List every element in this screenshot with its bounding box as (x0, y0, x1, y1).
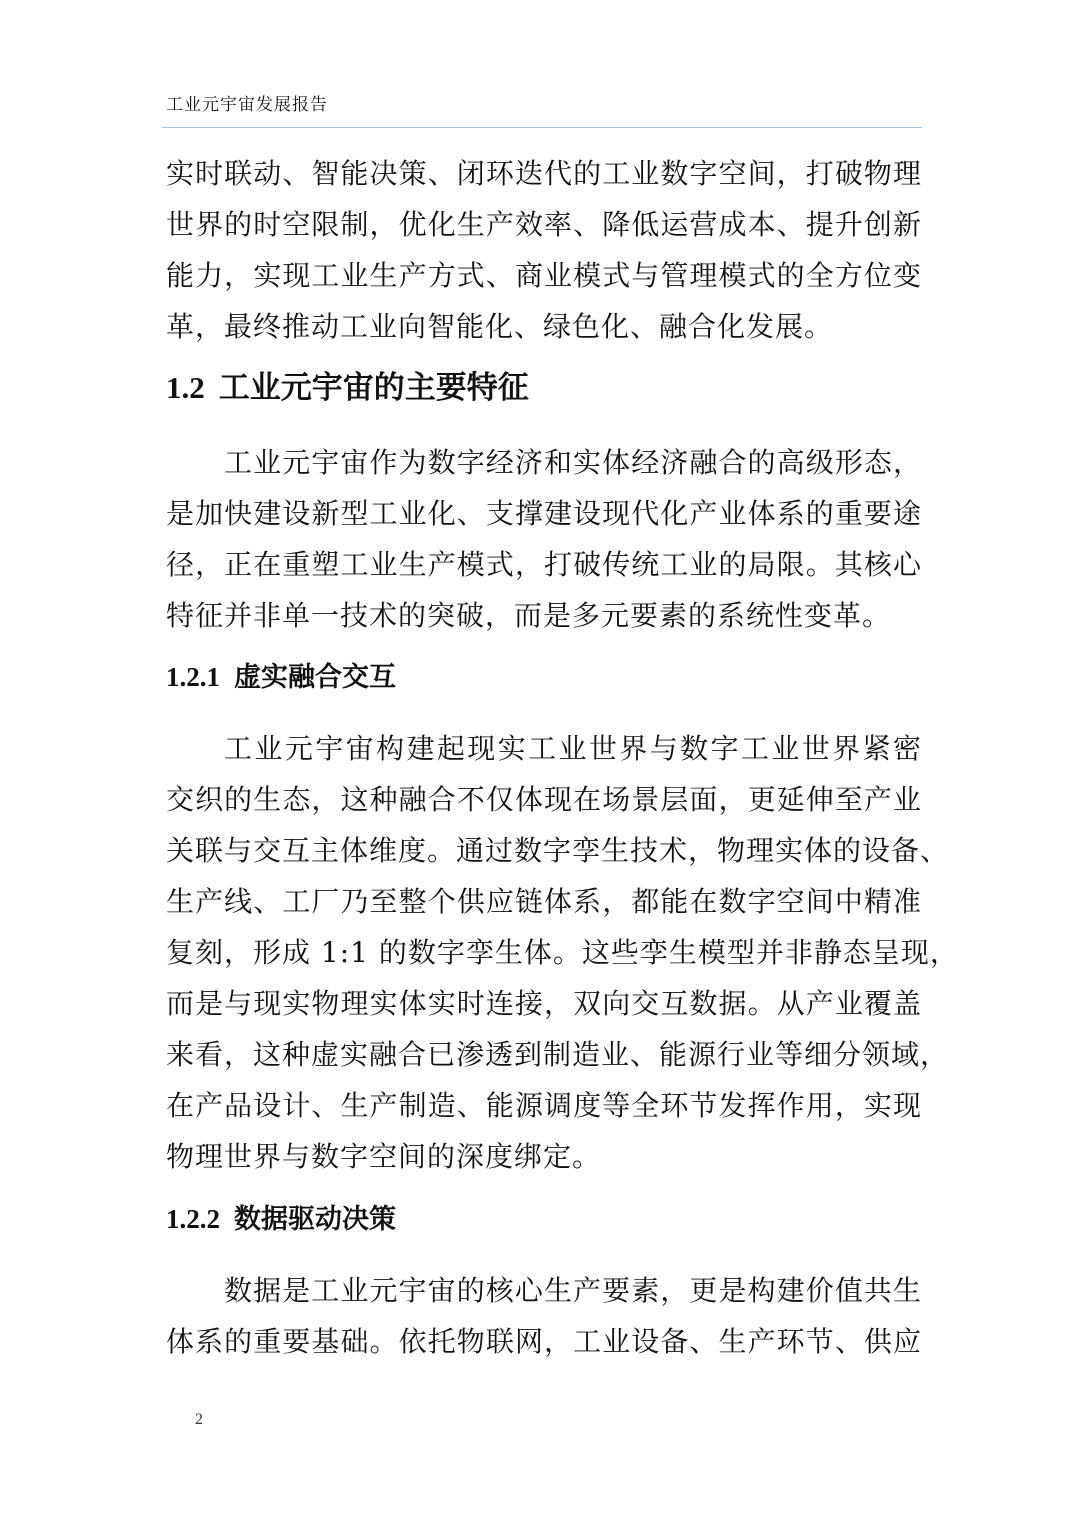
text-line: 体系的重要基础。依托物联网，工业设备、生产环节、供应 (166, 1325, 922, 1358)
section-heading-1-2 (166, 363, 529, 413)
paragraph-intro-continued (166, 148, 922, 352)
paragraph-main-features (166, 437, 922, 641)
paragraph-data-driven (166, 1265, 922, 1367)
page-number: 2 (195, 1411, 203, 1428)
text-line: 能力，实现工业生产方式、商业模式与管理模式的全方位变 (166, 259, 922, 292)
text-line: 数据是工业元宇宙的核心生产要素，更是构建价值共生 (224, 1274, 922, 1307)
subsection-heading-1-2-1 (166, 657, 396, 698)
subsection-number: 1.2.1 (166, 662, 220, 692)
text-line: 工业元宇宙作为数字经济和实体经济融合的高级形态， (224, 446, 922, 479)
subsection-heading-1-2-2 (166, 1199, 396, 1240)
text-line: 特征并非单一技术的突破，而是多元要素的系统性变革。 (166, 599, 892, 632)
subsection-title: 虚实融合交互 (234, 662, 396, 693)
running-header: 工业元宇宙发展报告 (166, 95, 328, 115)
text-line: 在产品设计、生产制造、能源调度等全环节发挥作用，实现 (166, 1089, 922, 1122)
text-line: 而是与现实物理实体实时连接，双向交互数据。从产业覆盖 (166, 987, 922, 1020)
text-line: 是加快建设新型工业化、支撑建设现代化产业体系的重要途 (166, 497, 922, 530)
section-number: 1.2 (166, 370, 205, 405)
paragraph-virtual-real-fusion (166, 723, 959, 1182)
text-line: 世界的时空限制，优化生产效率、降低运营成本、提升创新 (166, 208, 922, 241)
header-divider (162, 127, 922, 128)
text-line: 实时联动、智能决策、闭环迭代的工业数字空间，打破物理 (166, 157, 922, 190)
subsection-number: 1.2.2 (166, 1204, 220, 1234)
section-title: 工业元宇宙的主要特征 (218, 370, 529, 406)
subsection-title: 数据驱动决策 (234, 1204, 396, 1235)
text-line: 复刻，形成 1:1 的数字孪生体。这些孪生模型并非静态呈现， (166, 936, 959, 969)
text-line: 来看，这种虚实融合已渗透到制造业、能源行业等细分领域， (166, 1038, 950, 1071)
text-line: 关联与交互主体维度。通过数字孪生技术，物理实体的设备、 (166, 834, 950, 867)
text-line: 径，正在重塑工业生产模式，打破传统工业的局限。其核心 (166, 548, 922, 581)
text-line: 革，最终推动工业向智能化、绿色化、融合化发展。 (166, 310, 834, 343)
text-line: 交织的生态，这种融合不仅体现在场景层面，更延伸至产业 (166, 783, 922, 816)
text-line: 生产线、工厂乃至整个供应链体系，都能在数字空间中精准 (166, 885, 922, 918)
text-line: 物理世界与数字空间的深度绑定。 (166, 1140, 602, 1173)
text-line: 工业元宇宙构建起现实工业世界与数字工业世界紧密 (224, 732, 922, 765)
